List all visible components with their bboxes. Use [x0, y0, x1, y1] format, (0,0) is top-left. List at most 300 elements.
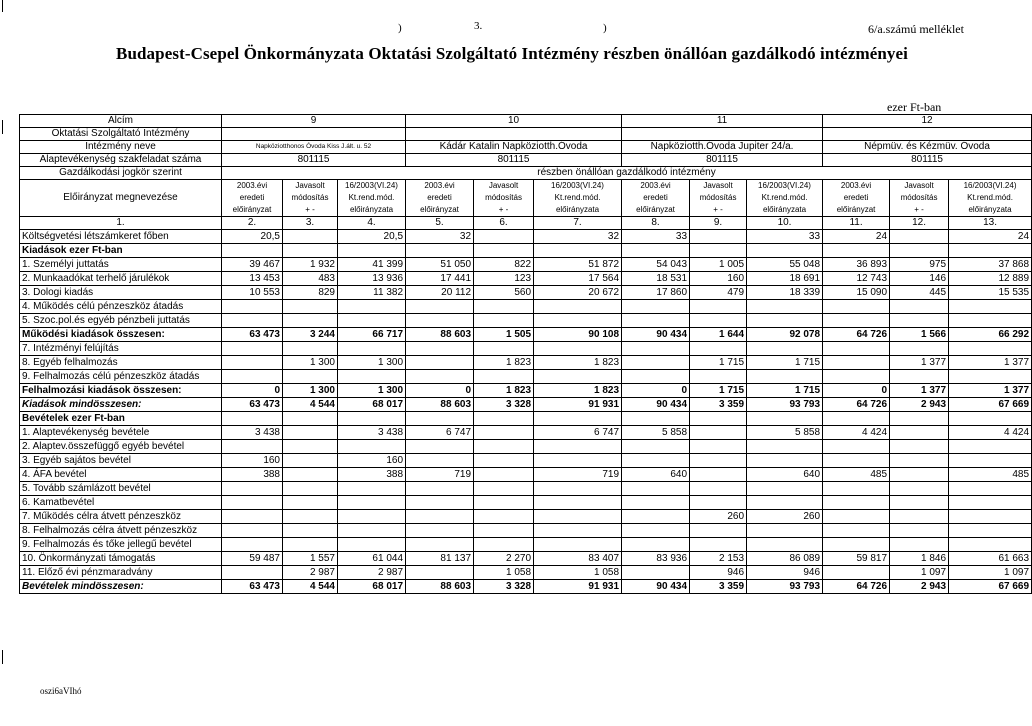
footer-code: oszi6aVIhó	[40, 686, 82, 696]
institution-name: Népmüv. és Kézmüv. Óvoda	[823, 141, 1032, 154]
column-header-line: 16/2003(VI.24)	[758, 181, 811, 190]
table-cell	[222, 300, 283, 314]
table-cell	[406, 244, 474, 258]
table-cell	[949, 244, 1032, 258]
table-cell	[283, 426, 338, 440]
table-cell: 1 715	[690, 384, 747, 398]
table-cell: 15 090	[823, 286, 890, 300]
table-cell: 160	[690, 272, 747, 286]
column-header-line: előirányzat	[232, 205, 272, 214]
column-number: 9.	[690, 217, 747, 230]
table-cell: 2 943	[890, 580, 949, 594]
table-cell	[474, 244, 534, 258]
table-cell: 3 328	[474, 398, 534, 412]
table-cell	[222, 566, 283, 580]
table-cell	[823, 524, 890, 538]
table-row	[20, 230, 1032, 244]
table-cell	[949, 454, 1032, 468]
table-row	[20, 384, 1032, 398]
table-cell	[622, 496, 690, 510]
table-cell: 1 505	[474, 328, 534, 342]
table-cell	[890, 510, 949, 524]
table-cell	[406, 412, 474, 426]
table-cell	[222, 496, 283, 510]
table-cell	[747, 538, 823, 552]
table-cell	[949, 370, 1032, 384]
table-cell: 2 987	[283, 566, 338, 580]
table-cell: 66 292	[949, 328, 1032, 342]
scan-edge-mark	[2, 650, 3, 664]
column-header-line: + -	[305, 205, 315, 214]
table-cell: 88 603	[406, 398, 474, 412]
column-header-line: eredeti	[239, 193, 265, 202]
column-number: 8.	[622, 217, 690, 230]
table-cell: 5 858	[622, 426, 690, 440]
table-cell	[823, 356, 890, 370]
table-cell: 719	[406, 468, 474, 482]
table-cell: 63 473	[222, 398, 283, 412]
table-cell: 1 846	[890, 552, 949, 566]
table-cell: 1 377	[890, 356, 949, 370]
table-cell	[222, 524, 283, 538]
column-header-line: Javasolt	[904, 181, 934, 190]
activity-code: 801115	[406, 154, 622, 167]
table-cell	[690, 300, 747, 314]
table-cell: 17 564	[534, 272, 622, 286]
table-row	[20, 244, 1032, 258]
row-label: 2. Munkaadókat terhelő járulékok	[20, 272, 222, 286]
table-cell	[890, 468, 949, 482]
table-cell	[949, 482, 1032, 496]
table-cell	[406, 370, 474, 384]
row-label: 3. Dologi kiadás	[20, 286, 222, 300]
row-label: 5. Tovább számlázott bevétel	[20, 482, 222, 496]
table-cell	[338, 510, 406, 524]
table-cell: 260	[690, 510, 747, 524]
table-cell: 37 868	[949, 258, 1032, 272]
table-cell	[222, 244, 283, 258]
row-label: 7. Intézményi felújítás	[20, 342, 222, 356]
column-number: 11.	[823, 217, 890, 230]
column-header	[690, 180, 747, 217]
column-number: 4.	[338, 217, 406, 230]
table-cell: 160	[338, 454, 406, 468]
table-cell	[474, 426, 534, 440]
table-cell	[222, 314, 283, 328]
table-cell	[823, 244, 890, 258]
table-cell: 24	[949, 230, 1032, 244]
table-cell	[474, 342, 534, 356]
table-cell	[949, 300, 1032, 314]
table-row	[20, 258, 1032, 272]
table-cell: 479	[690, 286, 747, 300]
table-cell	[690, 440, 747, 454]
table-cell	[474, 496, 534, 510]
column-header	[406, 180, 474, 217]
table-cell: 1 300	[283, 384, 338, 398]
alcim-cell: 10	[406, 115, 622, 128]
column-header	[622, 180, 690, 217]
table-cell	[890, 482, 949, 496]
table-cell	[890, 538, 949, 552]
table-cell: 1 823	[534, 384, 622, 398]
table-cell: 66 717	[338, 328, 406, 342]
table-cell: 88 603	[406, 328, 474, 342]
table-cell: 11 382	[338, 286, 406, 300]
column-header	[823, 180, 890, 217]
column-header-line: előirányzat	[420, 205, 459, 214]
row-label: 6. Kamatbevétel	[20, 496, 222, 510]
table-cell	[890, 342, 949, 356]
row-label: 5. Szoc.pol.és egyéb pénzbeli juttatás	[20, 314, 222, 328]
table-cell	[283, 300, 338, 314]
table-cell: 6 747	[406, 426, 474, 440]
table-cell: 4 544	[283, 580, 338, 594]
table-cell: 51 050	[406, 258, 474, 272]
table-cell	[690, 482, 747, 496]
table-cell	[406, 510, 474, 524]
table-cell: 388	[338, 468, 406, 482]
column-header-line: előirányzat	[636, 205, 675, 214]
table-cell	[622, 566, 690, 580]
table-cell	[622, 440, 690, 454]
table-cell: 2 943	[890, 398, 949, 412]
table-cell	[338, 440, 406, 454]
table-cell: 90 434	[622, 580, 690, 594]
table-row	[20, 356, 1032, 370]
table-cell	[949, 496, 1032, 510]
table-cell	[534, 440, 622, 454]
table-cell	[823, 538, 890, 552]
table-cell	[747, 300, 823, 314]
table-cell	[949, 440, 1032, 454]
table-cell: 32	[534, 230, 622, 244]
table-cell	[406, 524, 474, 538]
row-label: 3. Egyéb sajátos bevétel	[20, 454, 222, 468]
table-cell: 1 058	[534, 566, 622, 580]
table-cell: 83 407	[534, 552, 622, 566]
table-cell	[534, 482, 622, 496]
table-cell	[406, 314, 474, 328]
table-cell: 83 936	[622, 552, 690, 566]
group-value: részben önállóan gazdálkodó intézmény	[222, 167, 1032, 180]
table-cell: 5 858	[747, 426, 823, 440]
table-row	[20, 538, 1032, 552]
table-cell	[890, 300, 949, 314]
table-cell	[283, 244, 338, 258]
table-cell	[890, 370, 949, 384]
table-cell	[406, 454, 474, 468]
activity-row	[20, 154, 1032, 167]
table-cell	[338, 244, 406, 258]
table-cell: 4 424	[823, 426, 890, 440]
table-cell	[823, 314, 890, 328]
table-cell: 36 893	[823, 258, 890, 272]
table-row	[20, 496, 1032, 510]
table-cell: 67 669	[949, 580, 1032, 594]
table-cell: 20,5	[338, 230, 406, 244]
page-number: 3.	[474, 20, 483, 32]
table-cell	[474, 412, 534, 426]
table-cell	[622, 356, 690, 370]
table-cell	[690, 244, 747, 258]
column-header-line: eredeti	[643, 193, 668, 202]
table-cell: 33	[622, 230, 690, 244]
table-cell	[474, 510, 534, 524]
table-cell	[534, 496, 622, 510]
table-cell	[474, 482, 534, 496]
table-cell	[474, 300, 534, 314]
column-header-line: Kt.rend.mód.	[348, 193, 395, 202]
table-cell: 1 823	[534, 356, 622, 370]
table-row	[20, 580, 1032, 594]
table-cell: 88 603	[406, 580, 474, 594]
group-row	[20, 167, 1032, 180]
row-label: 1. Személyi juttatás	[20, 258, 222, 272]
table-cell	[823, 412, 890, 426]
table-cell	[690, 412, 747, 426]
column-header	[949, 180, 1032, 217]
table-cell: 640	[622, 468, 690, 482]
table-cell	[534, 454, 622, 468]
table-cell	[406, 482, 474, 496]
table-cell	[406, 342, 474, 356]
row-label: 8. Felhalmozás célra átvett pénzeszköz	[20, 524, 222, 538]
table-cell	[338, 538, 406, 552]
table-cell	[690, 496, 747, 510]
table-row	[20, 272, 1032, 286]
appropriation-label: Előirányzat megnevezése	[20, 180, 222, 217]
table-cell: 719	[534, 468, 622, 482]
table-cell: 1 932	[283, 258, 338, 272]
table-cell	[474, 468, 534, 482]
table-row	[20, 454, 1032, 468]
table-cell	[406, 538, 474, 552]
table-cell: 63 473	[222, 328, 283, 342]
table-cell	[747, 440, 823, 454]
column-header	[338, 180, 406, 217]
table-cell	[690, 524, 747, 538]
table-cell: 0	[222, 384, 283, 398]
column-header-line: módosítás	[699, 193, 737, 202]
table-cell: 90 434	[622, 328, 690, 342]
column-head-row	[20, 180, 1032, 217]
row-label: 7. Működés célra átvett pénzeszköz	[20, 510, 222, 524]
row-label: 10. Önkormányzati támogatás	[20, 552, 222, 566]
table-cell	[406, 356, 474, 370]
table-cell	[222, 412, 283, 426]
table-cell: 829	[283, 286, 338, 300]
table-cell: 975	[890, 258, 949, 272]
table-cell: 17 860	[622, 286, 690, 300]
table-cell: 51 872	[534, 258, 622, 272]
table-cell	[747, 524, 823, 538]
table-cell	[534, 314, 622, 328]
table-cell: 91 931	[534, 398, 622, 412]
table-cell: 1 300	[338, 384, 406, 398]
table-cell: 3 438	[222, 426, 283, 440]
table-cell: 3 328	[474, 580, 534, 594]
table-cell	[534, 538, 622, 552]
table-cell: 1 377	[949, 384, 1032, 398]
table-cell	[890, 244, 949, 258]
table-cell	[534, 370, 622, 384]
table-cell: 41 399	[338, 258, 406, 272]
column-number: 6.	[474, 217, 534, 230]
table-cell	[534, 244, 622, 258]
table-cell: 1 644	[690, 328, 747, 342]
row-label: 11. Előző évi pénzmaradvány	[20, 566, 222, 580]
table-cell	[338, 370, 406, 384]
table-cell	[534, 524, 622, 538]
row-label: Kiadások ezer Ft-ban	[20, 244, 222, 258]
table-cell: 1 005	[690, 258, 747, 272]
table-cell	[283, 468, 338, 482]
table-cell: 640	[747, 468, 823, 482]
table-cell	[747, 496, 823, 510]
table-cell: 3 438	[338, 426, 406, 440]
row-label: Felhalmozási kiadások összesen:	[20, 384, 222, 398]
table-cell: 0	[823, 384, 890, 398]
table-cell	[622, 538, 690, 552]
table-cell	[222, 538, 283, 552]
table-cell	[622, 342, 690, 356]
table-cell	[283, 482, 338, 496]
table-cell: 0	[622, 384, 690, 398]
table-cell	[283, 314, 338, 328]
table-row	[20, 398, 1032, 412]
table-row	[20, 286, 1032, 300]
row-label: Költségvetési létszámkeret főben	[20, 230, 222, 244]
table-cell	[622, 524, 690, 538]
table-cell	[622, 300, 690, 314]
row-label: 9. Felhalmozás célú pénzeszköz átadás	[20, 370, 222, 384]
row-label: 1. Alaptevékenység bevétele	[20, 426, 222, 440]
column-header-line: előirányzata	[968, 205, 1012, 214]
activity-code: 801115	[823, 154, 1032, 167]
column-header	[283, 180, 338, 217]
table-cell: 1 715	[690, 356, 747, 370]
column-header-line: + -	[713, 205, 723, 214]
column-number: 2.	[222, 217, 283, 230]
table-cell: 0	[406, 384, 474, 398]
table-cell	[474, 440, 534, 454]
table-cell	[283, 230, 338, 244]
table-cell	[949, 412, 1032, 426]
table-cell	[283, 440, 338, 454]
table-cell	[747, 454, 823, 468]
table-cell: 55 048	[747, 258, 823, 272]
unit-label: ezer Ft-ban	[887, 100, 942, 114]
table-cell	[747, 412, 823, 426]
alcim-cell: 9	[222, 115, 406, 128]
table-cell: 946	[690, 566, 747, 580]
table-cell: 13 936	[338, 272, 406, 286]
table-cell: 64 726	[823, 398, 890, 412]
table-cell	[283, 496, 338, 510]
table-cell: 2 987	[338, 566, 406, 580]
column-header-line: előirányzata	[762, 205, 807, 214]
table-row	[20, 566, 1032, 580]
table-cell	[534, 300, 622, 314]
table-cell: 54 043	[622, 258, 690, 272]
table-cell	[890, 412, 949, 426]
table-cell: 64 726	[823, 580, 890, 594]
org-row	[20, 128, 1032, 141]
document-title: Budapest-Csepel Önkormányzata Oktatási Szolgáltató Intézmény részben önállóan gazdálkodó intézményei	[116, 44, 908, 63]
table-cell	[823, 440, 890, 454]
row-label: Kiadások mindösszesen:	[20, 398, 222, 412]
table-cell: 18 531	[622, 272, 690, 286]
table-cell	[283, 510, 338, 524]
table-cell	[622, 454, 690, 468]
table-cell: 146	[890, 272, 949, 286]
table-cell	[222, 510, 283, 524]
table-cell	[890, 230, 949, 244]
table-cell	[338, 482, 406, 496]
table-cell: 12 889	[949, 272, 1032, 286]
table-cell	[823, 510, 890, 524]
row-label: 4. Működés célú pénzeszköz átadás	[20, 300, 222, 314]
table-row	[20, 524, 1032, 538]
table-cell: 20,5	[222, 230, 283, 244]
table-cell	[222, 370, 283, 384]
table-cell: 1 377	[890, 384, 949, 398]
table-cell	[474, 454, 534, 468]
alcim-cell: 12	[823, 115, 1032, 128]
table-cell	[622, 482, 690, 496]
table-cell: 822	[474, 258, 534, 272]
table-cell	[890, 496, 949, 510]
table-cell	[823, 454, 890, 468]
table-cell: 24	[823, 230, 890, 244]
table-cell	[890, 524, 949, 538]
table-cell: 1 097	[949, 566, 1032, 580]
table-cell: 20 112	[406, 286, 474, 300]
table-cell	[690, 538, 747, 552]
column-header	[474, 180, 534, 217]
column-number: 12.	[890, 217, 949, 230]
table-cell: 445	[890, 286, 949, 300]
table-cell: 485	[949, 468, 1032, 482]
table-cell: 1 300	[283, 356, 338, 370]
table-cell: 20 672	[534, 286, 622, 300]
column-header-line: előirányzat	[836, 205, 876, 214]
page-header	[0, 0, 1024, 100]
activity-code: 801115	[622, 154, 823, 167]
table-cell	[338, 412, 406, 426]
table-cell	[890, 440, 949, 454]
table-cell	[222, 356, 283, 370]
column-header-line: előirányzata	[349, 205, 394, 214]
table-cell	[622, 370, 690, 384]
table-cell	[534, 510, 622, 524]
table-cell: 86 089	[747, 552, 823, 566]
column-header-line: előirányzata	[555, 205, 600, 214]
table-cell	[949, 342, 1032, 356]
alcim-label: Alcím	[20, 115, 222, 128]
institution-name: Napköziotth.Óvoda Jupiter 24/a.	[622, 141, 823, 154]
table-cell	[283, 370, 338, 384]
table-cell: 10 553	[222, 286, 283, 300]
table-cell	[747, 342, 823, 356]
budget-table	[19, 114, 1032, 594]
table-cell	[222, 342, 283, 356]
table-cell: 59 817	[823, 552, 890, 566]
table-cell: 1 377	[949, 356, 1032, 370]
table-cell: 1 823	[474, 356, 534, 370]
column-header-line: + -	[914, 205, 924, 214]
